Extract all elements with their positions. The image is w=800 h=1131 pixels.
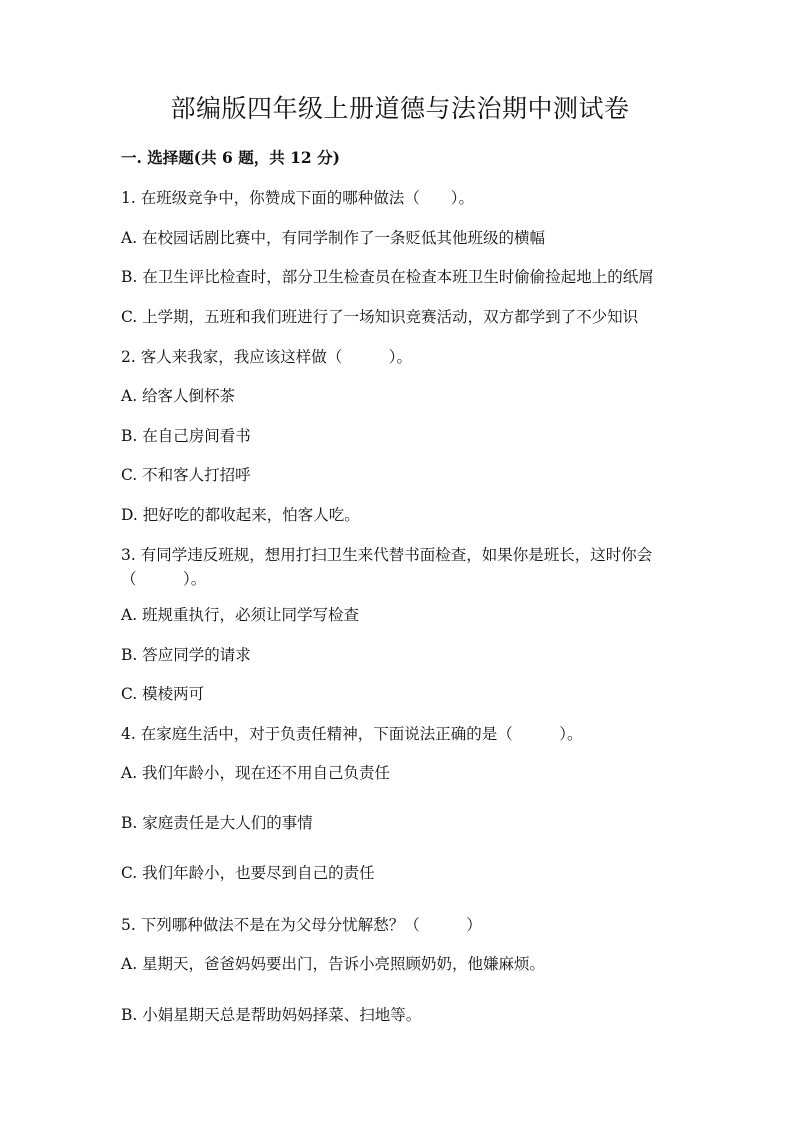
question-4-option-c: C. 我们年龄小，也要尽到自己的责任 bbox=[121, 864, 375, 882]
question-5-option-b: B. 小娟星期天总是帮助妈妈择菜、扫地等。 bbox=[121, 1006, 422, 1024]
question-5-option-a: A. 星期天，爸爸妈妈要出门，告诉小亮照顾奶奶，他嫌麻烦。 bbox=[121, 955, 546, 973]
section-heading: 一. 选择题(共 6 题，共 12 分) bbox=[121, 148, 340, 167]
question-3-option-c: C. 模棱两可 bbox=[121, 685, 205, 703]
question-4-option-a: A. 我们年龄小，现在还不用自己负责任 bbox=[121, 764, 391, 782]
question-1-option-b: B. 在卫生评比检查时，部分卫生检查员在检查本班卫生时偷偷捡起地上的纸屑 bbox=[121, 268, 654, 286]
question-2-option-b: B. 在自己房间看书 bbox=[121, 427, 251, 445]
question-3-option-b: B. 答应同学的请求 bbox=[121, 646, 251, 664]
question-1-option-c: C. 上学期，五班和我们班进行了一场知识竞赛活动，双方都学到了不少知识 bbox=[121, 308, 639, 326]
question-2-option-d: D. 把好吃的都收起来，怕客人吃。 bbox=[121, 506, 360, 524]
question-5-stem: 5. 下列哪种做法不是在为父母分忧解愁？（ ） bbox=[121, 916, 482, 934]
question-3-option-a: A. 班规重执行，必须让同学写检查 bbox=[121, 606, 360, 624]
question-4-stem: 4. 在家庭生活中，对于负责任精神，下面说法正确的是（ ）。 bbox=[121, 725, 583, 743]
question-3-stem: 3. 有同学违反班规，想用打扫卫生来代替书面检查，如果你是班长，这时你会（ ）。 bbox=[121, 546, 653, 588]
question-4-option-b: B. 家庭责任是大人们的事情 bbox=[121, 814, 313, 832]
question-2-option-c: C. 不和客人打招呼 bbox=[121, 466, 251, 484]
question-2-stem: 2. 客人来我家，我应该这样做（ ）。 bbox=[121, 348, 412, 366]
question-1-stem: 1. 在班级竞争中，你赞成下面的哪种做法（ ）。 bbox=[121, 189, 474, 207]
question-2-option-a: A. 给客人倒杯茶 bbox=[121, 387, 236, 405]
question-1-option-a: A. 在校园话剧比赛中，有同学制作了一条贬低其他班级的横幅 bbox=[121, 229, 546, 247]
document-title: 部编版四年级上册道德与法治期中测试卷 bbox=[170, 94, 630, 123]
